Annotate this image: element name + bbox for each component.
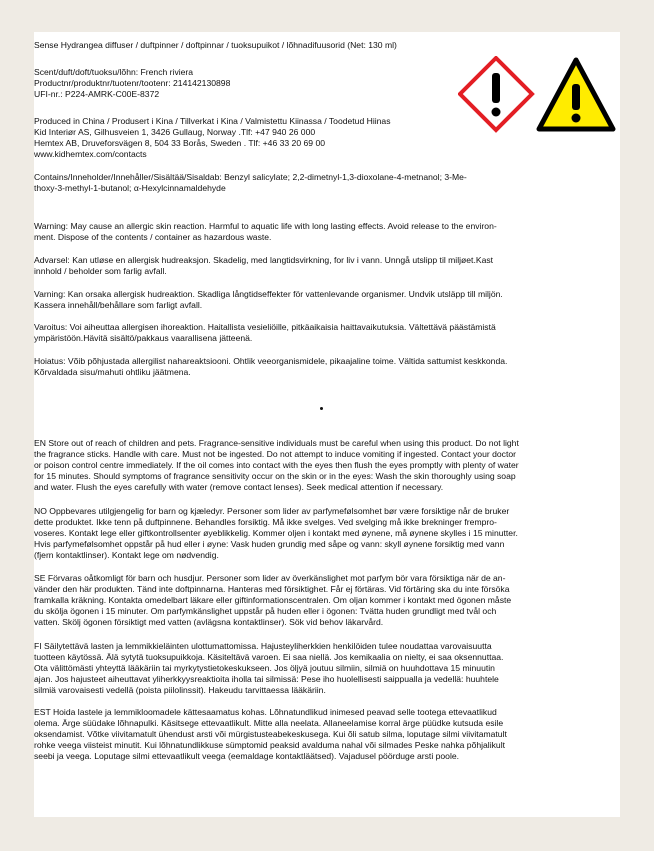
warning-en: Warning: May cause an allergic skin reaction. Harmful to aquatic life with long lasting effects. Avoid release to the environ- ment. Dispose of the contents / container as hazardous waste. [34, 221, 497, 242]
ghs-exclamation-diamond-icon [460, 58, 532, 130]
warning-triangle-icon [539, 60, 613, 129]
label-sheet [34, 32, 620, 817]
warning-fi: Varoitus: Voi aiheuttaa allergisen ihoreaktion. Haitallista vesieliöille, pitkäaikaisia haittavaikutuksia. Vältettävä päästämistä ympäristöön.Hävitä sisältö/pakkaus vaarallisena jätteenä. [34, 322, 496, 343]
product-number-line: Productnr/produktnr/tuotenr/tootenr: 214142130898 [34, 78, 231, 88]
warning-no: Advarsel: Kan utløse en allergisk hudreaksjon. Skadelig, med langtidsvirkning, for liv i vann. Unngå utslipp til miljøet.Kast innhold / beholder som farlig avfall. [34, 255, 494, 276]
warning-se: Varning: Kan orsaka allergisk hudreaktion. Skadliga långtidseffekter för vattenlevande organismer. Undvik utsläpp till miljön. Kassera innehåll/behållare som farligt avfall. [34, 289, 503, 310]
warning-ee: Hoiatus: Võib põhjustada allergilist nahareaktsiooni. Ohtlik veeorganismidele, pikaajaline toime. Vältida sattumist keskkonda. Kõrvaldada sisu/mahuti ohtliku jäätmena. [34, 356, 508, 377]
instructions-fi: FI Säilytettävä lasten ja lemmikkieläinten ulottumattomissa. Hajusteyliherkkien henkilöiden tulee noudattaa varovaisuutta tuotteen käytössä. Älä sytytä tuoksupuikkoja. Käsiteltävä varoen. Ei saa niellä. Jos kemikaalia on nielty, ei saa oksennuttaa. Ota välittömästi yhteyttä lääkäriin tai myrkytystietokeskukseen. Jos öljyä joutuu silmiin, silmiä on huuhdottava 15 minuutin ajan. Jos hajusteet aiheuttavat yliherkkyysreaktioita iholla tai silmissä: Pese iho huolellisesti saippualla ja vedellä: huuhtele silmiä varovaisesti vedellä (poista piilolinssit). Hakeudu tarvittaessa lääkäriin. [34, 641, 504, 695]
hazard-pictograms [458, 56, 616, 134]
ingredients-block: Contains/Inneholder/Innehåller/Sisältää/Sisaldab: Benzyl salicylate; 2,2-dimetnyl-1,3-dioxolane-4-metnanol; 3-Me- thoxy-3-methyl-1-butanol; α-Hexylcinnamaldehyde [34, 172, 467, 193]
instructions-no: NO Oppbevares utilgjengelig for barn og kjæledyr. Personer som lider av parfymefølsomhet bør være forsiktige når de bruker dette produktet. Ikke tenn på duftpinnene. Behandles forsiktig. Må ikke svelges. Ved svelging må ikke brekninger frempro- voseres. Kontakt lege eller giftkontrollsenter øyeblikkelig. Kommer oljen i kontakt med øynene, må øynene skylles i 15 minutter. Hvis parfymefølsomhet oppstår på hud eller i øyne: Vask huden grundig med såpe og vann: skyll øynene forsiktig med vann (fjern kontaktlinser). Kontakt lege om nødvendig. [34, 506, 518, 560]
instructions-se: SE Förvaras oåtkomligt för barn och husdjur. Personer som lider av överkänslighet mot parfym bör vara försiktiga när de an- vänder den här produkten. Tänd inte doftpinnarna. Hanteras med försiktighet. Får ej förtäras. Vid förtäring ska du inte försöka framkalla kräkning. Kontakta omedelbart läkare eller giftinformationscentralen. Om oljan kommer i kontakt med ögonen måste du skölja ögonen i 15 minuter. Om parfymkänslighet uppstår på huden eller i ögonen: Tvätta huden grundligt med tvål och vatten. Skölj ögonen försiktigt med vatten (avlägsna kontaktlinser). Sök vid behov läkarvård. [34, 573, 512, 627]
product-title: Sense Hydrangea diffuser / duftpinner / doftpinnar / tuoksupuikot / lõhnadifuusorid (Net: 130 ml) [34, 40, 397, 50]
separator-dot [320, 407, 323, 410]
hemtex-address: Hemtex AB, Druveforsvägen 8, 504 33 Borås, Sweden . Tlf: +46 33 20 69 00 [34, 138, 326, 148]
instructions-ee: EST Hoida lastele ja lemmikloomadele kättesaamatus kohas. Lõhnatundlikud inimesed peavad selle tootega ettevaatlikud olema. Ärge süüdake lõhnapulki. Käsitsege ettevaatlikult. Mitte alla neelata. Allaneelamise korral ärge püüdke kutsuda esile oksendamist. Võtke viivitamatult ühendust arsti või mürgistusteabekeskusega. Kui õli satub silma, loputage silmi viivitamatult rohke veega viisteist minutit. Kui lõhnatundlikkuse sümptomid peaksid avalduma nahal või silmades Peske nahka põhjalikult seebi ja veega. Loputage silmi ettevaatlikult veega (eemaldage kontaktläätsed). Vajadusel pöörduge arsti poole. [34, 707, 507, 761]
scent-line: Scent/duft/doft/tuoksu/lõhn: French riviera [34, 67, 194, 77]
instructions-en: EN Store out of reach of children and pets. Fragrance-sensitive individuals must be careful when using this product. Do not light the fragrance sticks. Handle with care. Must not be ingested. Do not attempt to induce vomiting if ingested. Contact your doctor or poison control centre immediately. If the oil comes into contact with the eyes then flush the eyes promptly with plenty of water for 15 minutes. Should symptoms of fragrance sensitivity occur on the skin or in the eyes: Wash the skin thoroughly using soap and water. Flush the eyes carefully with water (remove contact lenses). Seek medical attention if necessary. [34, 438, 519, 492]
pictogram-svg [458, 56, 616, 134]
produced-in-line: Produced in China / Produsert i Kina / Tillverkat i Kina / Valmistettu Kiinassa / Toodetud Hiinas [34, 116, 391, 126]
kid-interior-address: Kid Interiør AS, Gilhusveien 1, 3426 Gullaug, Norway .Tlf: +47 940 26 000 [34, 127, 316, 137]
website-link[interactable]: www.kidhemtex.com/contacts [34, 149, 147, 159]
ufi-line: UFI-nr.: P224-AMRK-C00E-8372 [34, 89, 160, 99]
